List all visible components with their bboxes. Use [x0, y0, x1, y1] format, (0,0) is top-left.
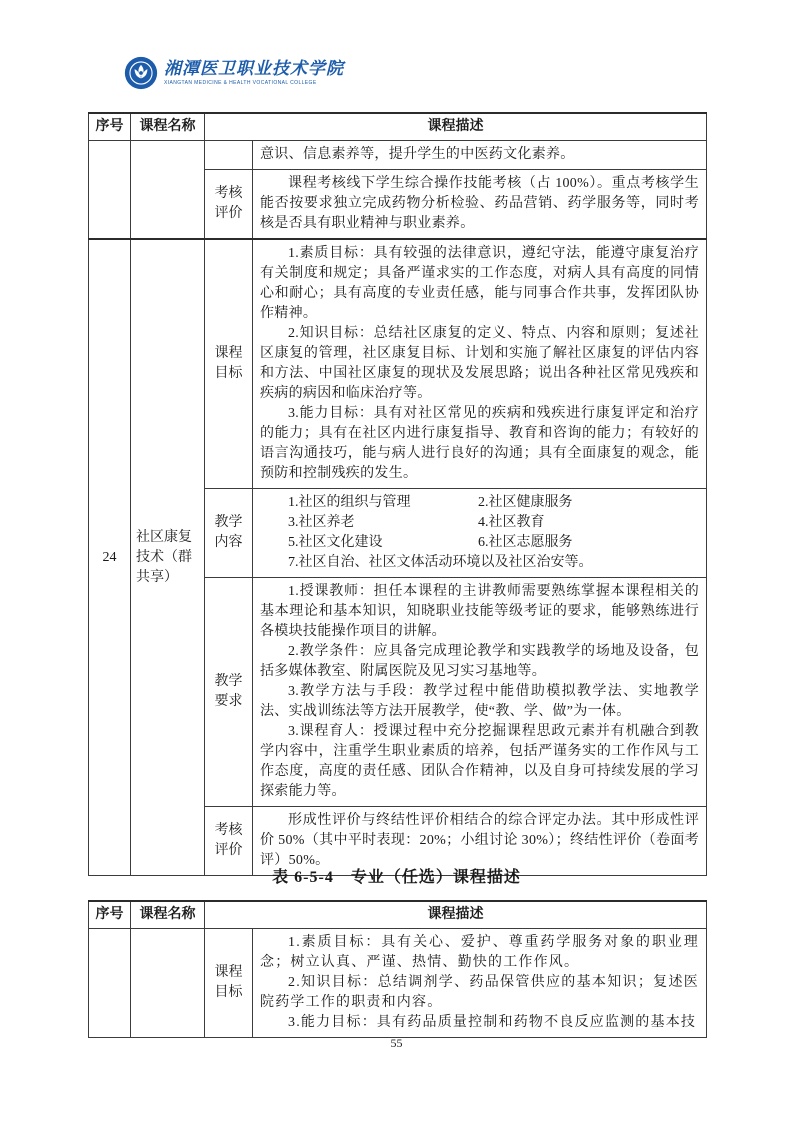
table2-col-header-no: 序号 [89, 901, 131, 929]
paragraph: 3.教学方法与手段：教学过程中能借助模拟教学法、实地教学法、实战训练法等方法开展教学，使“教、学、做”为一体。 [260, 684, 699, 719]
paragraph: 1.素质目标：具有关心、爱护、尊重药学服务对象的职业理念；树立认真、严谨、热情、勤快的工作作风。 [260, 935, 699, 970]
carry-text-cell [253, 141, 707, 170]
college-emblem-icon [124, 56, 158, 90]
paragraph: 1.素质目标：具有较强的法律意识，遵纪守法，能遵守康复治疗有关制度和规定；具备严谨求实的工作态度，对病人具有高度的同情心和耐心；具有高度的专业责任感，能与同事合作共事，发挥团队协作精神。 [260, 246, 699, 321]
college-logo [124, 56, 344, 90]
table2-col-header-name: 课程名称 [131, 901, 205, 929]
paragraph: 1.授课教师：担任本课程的主讲教师需要熟练掌握本课程相关的基本理论和基本知识，知晓职业技能等级考证的要求，能够熟练进行各模块技能操作项目的讲解。 [260, 584, 699, 639]
content-item: 3.社区养老 [288, 515, 355, 530]
content-line [260, 553, 699, 573]
paragraph: 3.能力目标：具有对社区常见的疾病和残疾进行康复评定和治疗的能力；具有在社区内进行康复指导、教育和咨询的能力；有较好的语言沟通技巧，能与病人进行良好的沟通；具有全面康复的观念，能预防和控制残疾的发生。 [260, 406, 699, 481]
page-number: 55 [390, 1036, 403, 1050]
paragraph: 2.教学条件：应具备完成理论教学和实践教学的场地及设备，包括多媒体教室、附属医院及见习实习基地等。 [260, 644, 699, 679]
college-name-en: XIANGTAN MEDICINE & HEALTH VOCATIONAL COLLEGE [164, 80, 317, 86]
course24-eval-label: 考核评价 [205, 807, 253, 876]
table2-name-cell [131, 929, 205, 1038]
content-line [260, 513, 699, 533]
content-item: 4.社区教育 [478, 515, 545, 530]
course24-req-label: 教学要求 [205, 578, 253, 807]
table1-header-row [89, 113, 707, 141]
carry-name-cell [131, 141, 205, 240]
table2-goal-label: 课程目标 [205, 929, 253, 1038]
course24-goal-cell [253, 239, 707, 489]
paragraph: 意识、信息素养等，提升学生的中医药文化素养。 [260, 147, 575, 162]
paragraph: 课程考核线下学生综合操作技能考核（占 100%）。重点考核学生能否按要求独立完成药物分析检验、药品营销、药学服务等，同时考核是否具有职业精神与职业素养。 [260, 176, 699, 231]
course24-name-cell: 社区康复技术（群共享） [131, 239, 205, 876]
paragraph: 3.能力目标：具有药品质量控制和药物不良反应监测的基本技 [288, 1015, 697, 1030]
table2-no-cell [89, 929, 131, 1038]
table2-title: 表 6-5-4 专业（任选）课程描述 [272, 869, 521, 886]
carry-no-cell [89, 141, 131, 240]
course24-req-cell [253, 578, 707, 807]
paragraph: 形成性评价与终结性评价相结合的综合评定办法。其中形成性评价 50%（其中平时表现：20%；小组讨论 30%）；终结性评价（卷面考评）50%。 [260, 813, 699, 868]
course24-goal-row [89, 239, 707, 489]
table1-col-header-no: 序号 [89, 113, 131, 141]
table1-col-header-name: 课程名称 [131, 113, 205, 141]
table2-header-row [89, 901, 707, 929]
course24-goal-label: 课程目标 [205, 239, 253, 489]
content-item: 6.社区志愿服务 [478, 535, 573, 550]
table1-col-header-desc: 课程描述 [205, 113, 707, 141]
college-name-block [164, 60, 344, 86]
college-name-cn: 湘潭医卫职业技术学院 [164, 59, 344, 79]
course24-no-cell: 24 [89, 239, 131, 876]
paragraph: 2.知识目标：总结调剂学、药品保管供应的基本知识；复述医院药学工作的职责和内容。 [260, 975, 699, 1010]
content-item: 1.社区的组织与管理 [288, 495, 411, 510]
course24-content-label: 教学内容 [205, 489, 253, 578]
paragraph: 2.知识目标：总结社区康复的定义、特点、内容和原则；复述社区康复的管理，社区康复目标、计划和实施了解社区康复的评估内容和方法、中国社区康复的现状及发展思路；说出各种社区常见残疾和疾病的病因和临床治疗等。 [260, 326, 699, 401]
table2-col-header-desc: 课程描述 [205, 901, 707, 929]
content-line [260, 533, 699, 553]
paragraph: 3.课程育人：授课过程中充分挖掘课程思政元素并有机融合到教学内容中，注重学生职业素质的培养，包括严谨务实的工作作风与工作态度，高度的责任感、团队合作精神，以及自身可持续发展的学习探索能力等。 [260, 724, 699, 799]
content-item: 2.社区健康服务 [478, 495, 573, 510]
carry-eval-cell [253, 170, 707, 240]
carry-sublabel-empty [205, 141, 253, 170]
table1-carry-row-1 [89, 141, 707, 170]
content-item: 5.社区文化建设 [288, 535, 383, 550]
course-description-table-2 [88, 900, 707, 1038]
course24-content-cell [253, 489, 707, 578]
content-line [260, 493, 699, 513]
table2-goal-cell [253, 929, 707, 1038]
course-description-table-1 [88, 112, 707, 876]
table2-goal-row [89, 929, 707, 1038]
content-item: 7.社区自治、社区文体活动环境以及社区治安等。 [288, 555, 593, 570]
carry-eval-label: 考核评价 [205, 170, 253, 240]
